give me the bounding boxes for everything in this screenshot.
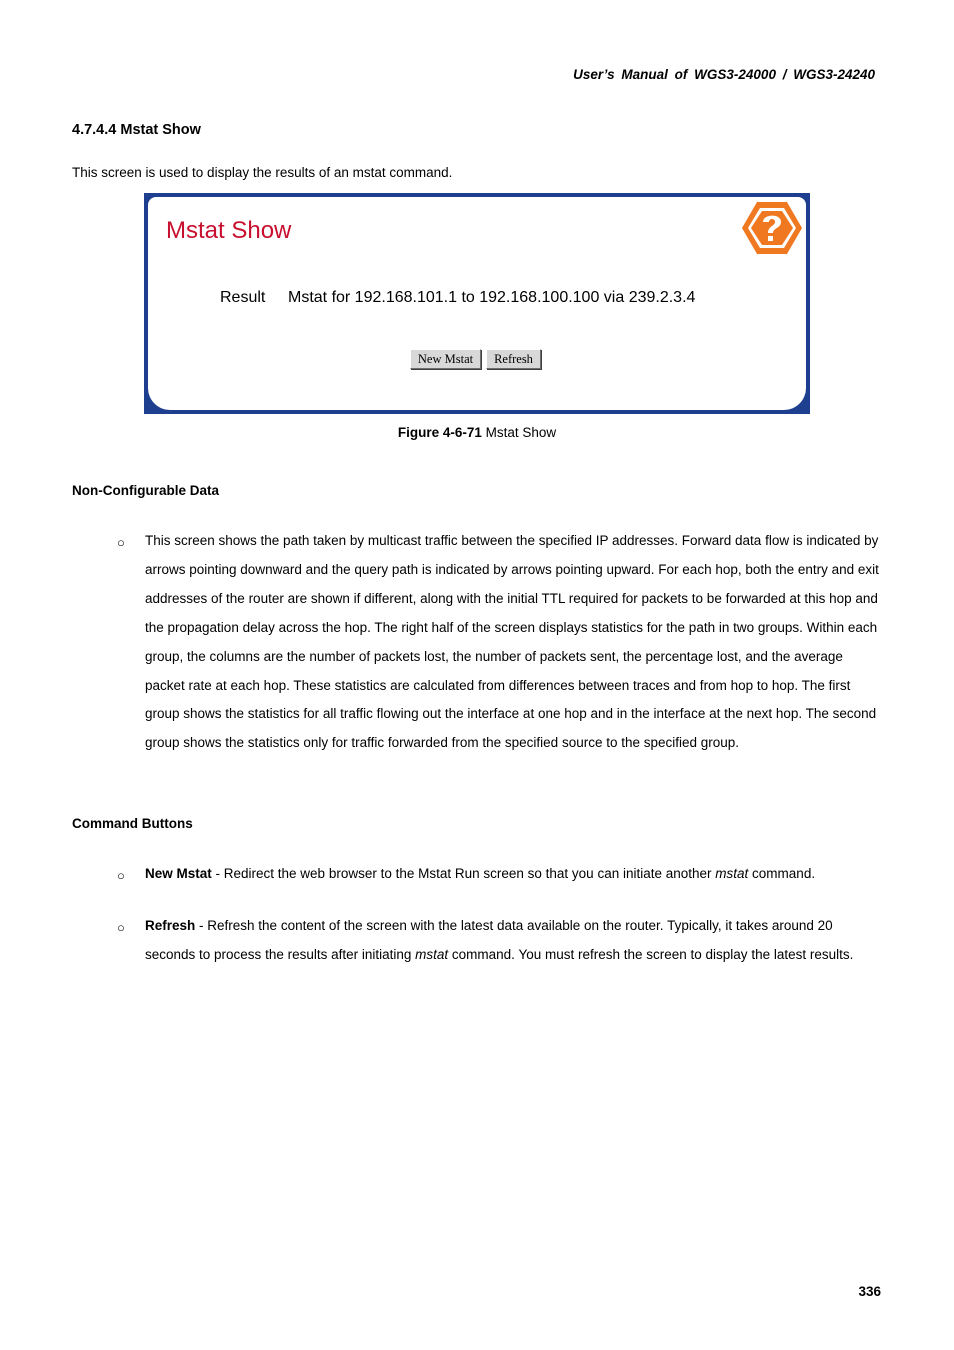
figure-caption — [0, 425, 954, 440]
mstat-show-figure — [144, 193, 810, 414]
desc-text: command. You must refresh the screen to display the latest results. — [448, 946, 854, 962]
desc-text: - Redirect the web browser to the Mstat Run screen so that you can initiate another — [211, 866, 716, 881]
bullet-icon: ○ — [117, 535, 125, 550]
non-configurable-heading: Non-Configurable Data — [72, 483, 219, 498]
result-label: Result — [220, 289, 266, 306]
help-icon[interactable] — [742, 200, 802, 256]
command-name: mstat — [715, 866, 749, 881]
term-new-mstat: New Mstat — [145, 866, 212, 881]
desc-text: - Refresh the content of the screen with the latest data available on the router. Typically, it takes around 20 seconds to process the results after initiating — [145, 918, 833, 962]
section-heading: 4.7.4.4 Mstat Show — [72, 122, 201, 138]
bullet-icon: ○ — [117, 868, 125, 883]
refresh-button[interactable]: Refresh — [486, 349, 541, 369]
new-mstat-description — [145, 860, 885, 889]
result-value: Mstat for 192.168.101.1 to 192.168.100.100 via 239.2.3.4 — [288, 289, 696, 306]
manual-title: User’s Manual of WGS3-24000 / WGS3-24240 — [573, 67, 875, 82]
intro-text: This screen is used to display the results of an mstat command. — [72, 165, 453, 180]
panel-title: Mstat Show — [166, 217, 292, 244]
figure-number: Figure 4-6-71 — [397, 425, 482, 440]
desc-text: command. — [748, 866, 816, 881]
figure-content — [148, 197, 806, 410]
command-buttons-heading: Command Buttons — [72, 816, 193, 831]
bullet-icon: ○ — [117, 920, 125, 935]
refresh-description — [145, 912, 885, 970]
non-configurable-description: This screen shows the path taken by multicast traffic between the specified IP addresses. Forward data flow is indicated by arrows pointing downward and the query path is indicated by arrows pointing upward. For each hop, both the entry and exit addresses of the router are shown if different, along with the initial TTL required for packets to be forwarded at this hop and the propagation delay across the hop. The right half of the screen displays statistics for the path in two groups. Within each group, the columns are the number of packets lost, the number of packets sent, the percentage lost, and the average packet rate at each hop. These statistics are calculated from differences between traces and from hop to hop. The first group shows the statistics for all traffic flowing out the interface at one hop and in the interface at the next hop. The second group shows the statistics only for traffic forwarded from the specified source to the specified group. — [145, 533, 879, 751]
command-name: mstat — [415, 946, 449, 962]
term-refresh: Refresh — [145, 918, 196, 933]
page-number: 336 — [858, 1284, 881, 1299]
new-mstat-button[interactable]: New Mstat — [410, 349, 481, 369]
figure-caption-text: Mstat Show — [481, 425, 557, 440]
